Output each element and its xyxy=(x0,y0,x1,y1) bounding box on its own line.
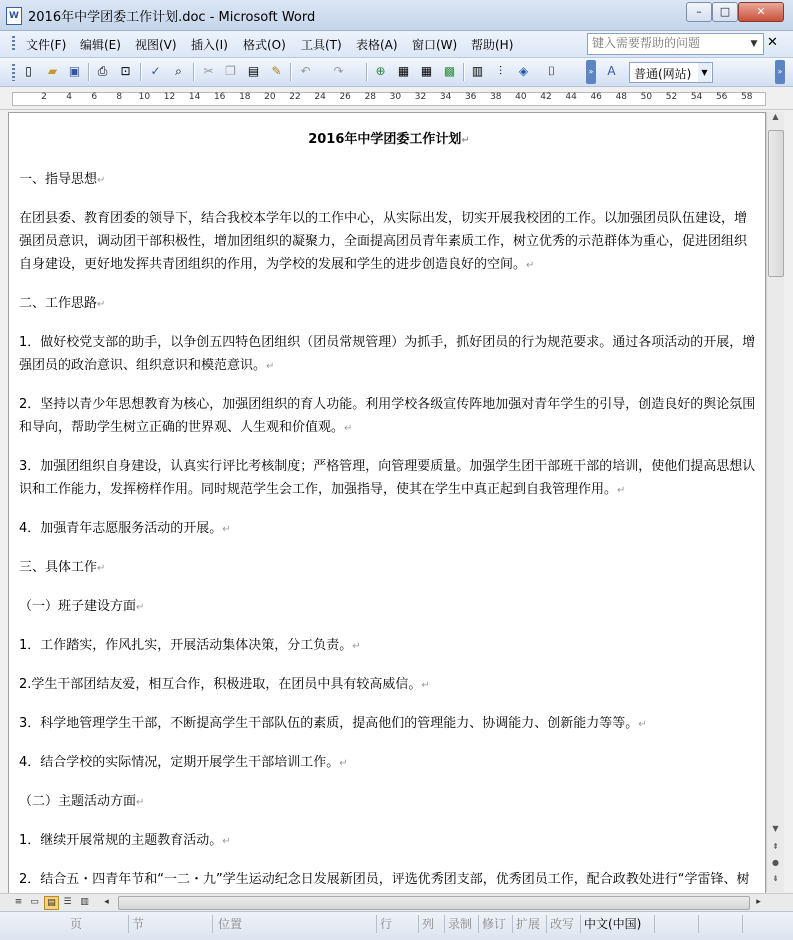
document-paragraph xyxy=(19,634,759,658)
chevron-down-icon[interactable]: ▼ xyxy=(750,39,758,49)
paragraph-text: 1．工作踏实，作风扎实，开展活动集体决策，分工负责。 xyxy=(19,638,353,653)
paragraph-mark: ↵ xyxy=(97,175,106,186)
vertical-scrollbar[interactable] xyxy=(766,112,784,892)
print-preview-icon[interactable]: ⊡ xyxy=(120,64,131,78)
close-window-button[interactable]: ✕ xyxy=(738,2,784,22)
paragraph-mark: ↵ xyxy=(136,797,145,808)
help-search-box xyxy=(587,33,764,55)
save-icon[interactable]: ▣ xyxy=(68,64,81,78)
toolbar-separator xyxy=(290,63,291,81)
paragraph-text: （二）主题活动方面 xyxy=(19,794,137,809)
web-layout-view-icon[interactable]: ▭ xyxy=(30,897,39,907)
drawing-icon[interactable]: ⫶ xyxy=(498,64,502,78)
ruler-tick: 36 xyxy=(464,92,477,102)
document-paragraph xyxy=(19,790,759,814)
spelling-icon[interactable]: ✓ xyxy=(150,64,161,78)
horizontal-scroll-thumb[interactable] xyxy=(118,896,750,910)
status-section: 节 xyxy=(128,915,213,933)
window-title: 2016年中学团委工作计划.doc - Microsoft Word xyxy=(28,10,316,25)
horizontal-ruler[interactable] xyxy=(0,87,793,110)
menu-view[interactable]: 视图(V) xyxy=(135,38,177,52)
document-title: 2016年中学团委工作计划↵ xyxy=(308,132,470,147)
next-page-icon[interactable]: ⇟ xyxy=(772,874,779,883)
format-painter-icon[interactable]: ✎ xyxy=(271,64,282,78)
paragraph-mark: ↵ xyxy=(421,680,430,691)
document-paragraph xyxy=(19,829,759,853)
tables-borders-icon[interactable]: ▦ xyxy=(397,64,410,78)
ruler-tick: 6 xyxy=(91,92,98,102)
show-hide-marks-icon[interactable]: ⌷ xyxy=(547,64,556,78)
paragraph-mark: ↵ xyxy=(339,758,348,769)
paragraph-text: 3．加强团组织自身建设，认真实行评比考核制度；严格管理，向管理要质量。加强学生团干部班干部的培训，使他们提高思想认识和工作能力，发挥榜样作用。同时规范学生会工作，加强指导，使其在学生中真正起到自我管理作用。 xyxy=(19,459,756,497)
paragraph-mark: ↵ xyxy=(638,719,647,730)
paragraph-mark: ↵ xyxy=(526,260,535,271)
copy-icon[interactable]: ❐ xyxy=(225,64,236,78)
new-document-icon[interactable]: ▯ xyxy=(25,64,32,78)
style-select-value: 普通(网站) xyxy=(634,67,692,81)
ruler-tick: 58 xyxy=(741,92,753,102)
paste-icon[interactable]: ▤ xyxy=(247,64,260,78)
document-paragraph xyxy=(19,868,759,894)
paragraph-mark: ↵ xyxy=(136,602,145,613)
redo-icon[interactable]: ↷ xyxy=(333,64,344,78)
ruler-tick: 42 xyxy=(540,92,552,102)
document-paragraph xyxy=(19,595,759,619)
status-spelling[interactable] xyxy=(654,915,699,933)
paragraph-text: 2．坚持以青少年思想教育为核心，加强团组织的育人功能。利用学校各级宣传阵地加强对青年学生的引导，创造良好的舆论氛围和导向，帮助学生树立正确的世界观、人生观和价值观。 xyxy=(19,397,756,435)
research-icon[interactable]: ⌕ xyxy=(175,64,182,78)
previous-page-icon[interactable]: ⇞ xyxy=(772,842,779,851)
toolbar-separator xyxy=(88,63,89,81)
horizontal-scrollbar[interactable] xyxy=(0,893,793,911)
status-position: 位置 xyxy=(214,915,377,933)
paragraph-mark: ↵ xyxy=(222,524,231,535)
paragraph-text: 一、指导思想 xyxy=(19,172,98,187)
ruler-tick: 12 xyxy=(163,92,176,102)
ruler-tick: 30 xyxy=(389,92,402,102)
minimize-button[interactable]: – xyxy=(686,2,712,22)
ruler-tick: 24 xyxy=(314,92,326,102)
document-paragraph xyxy=(19,455,759,502)
ruler-tick: 14 xyxy=(188,92,201,102)
scroll-thumb[interactable] xyxy=(768,130,784,277)
ruler-tick: 10 xyxy=(138,92,151,102)
styles-formatting-icon[interactable]: A xyxy=(607,64,616,78)
paragraph-mark: ↵ xyxy=(97,563,106,574)
hyperlink-icon[interactable]: ⊕ xyxy=(375,64,386,78)
paragraph-mark: ↵ xyxy=(617,485,626,496)
ruler-tick: 2 xyxy=(41,92,47,102)
scroll-right-icon[interactable]: ▸ xyxy=(756,897,761,907)
status-page: 页 xyxy=(66,915,129,933)
style-select[interactable] xyxy=(629,62,713,83)
scroll-left-icon[interactable]: ◂ xyxy=(104,897,109,907)
document-paragraph xyxy=(19,207,759,277)
select-browse-object-icon[interactable]: ● xyxy=(772,858,779,867)
ruler-tick: 34 xyxy=(439,92,452,102)
outline-view-icon[interactable]: ☰ xyxy=(63,897,72,907)
menubar-grip[interactable] xyxy=(12,36,15,52)
ruler-tick: 50 xyxy=(640,92,653,102)
ruler-tick: 4 xyxy=(66,92,72,102)
paragraph-text: 3．科学地管理学生干部，不断提高学生干部队伍的素质，提高他们的管理能力、协调能力、创新能力等等。 xyxy=(19,716,639,731)
undo-icon[interactable]: ↶ xyxy=(300,64,311,78)
document-paragraph xyxy=(19,712,759,736)
toolbar-grip[interactable] xyxy=(12,64,15,81)
insert-table-icon[interactable]: ▦ xyxy=(420,64,433,78)
paragraph-text: 1．继续开展常规的主题教育活动。 xyxy=(19,833,223,848)
menu-insert[interactable]: 插入(I) xyxy=(191,38,228,52)
status-line: 行 xyxy=(376,915,419,933)
document-map-icon[interactable]: ◈ xyxy=(518,64,529,78)
ruler-tick: 16 xyxy=(213,92,226,102)
close-document-button[interactable]: ✕ xyxy=(767,35,778,50)
ruler-tick: 46 xyxy=(590,92,602,102)
title-bar xyxy=(0,0,793,31)
maximize-button[interactable]: □ xyxy=(712,2,738,22)
columns-icon[interactable]: ▥ xyxy=(471,64,484,78)
document-paragraph xyxy=(19,331,759,378)
toolbar-options-chevron-icon[interactable]: » xyxy=(586,60,596,84)
ruler-tick: 40 xyxy=(515,92,527,102)
paragraph-text: 1．做好校党支部的助手，以争创五四特色团组织（团员常规管理）为抓手，抓好团员的行为规范要求。通过各项活动的开展，增强团员的政治意识、组织意识和模范意识。 xyxy=(19,335,756,373)
status-overtype[interactable]: 改写 xyxy=(546,915,581,933)
ruler-tick: 28 xyxy=(364,92,377,102)
document-paragraph xyxy=(19,517,759,541)
insert-excel-icon[interactable]: ▩ xyxy=(443,64,456,78)
document-paragraph xyxy=(19,393,759,440)
paragraph-mark: ↵ xyxy=(222,836,231,847)
toolbar-separator xyxy=(463,63,464,81)
paragraph-mark: ↵ xyxy=(97,299,106,310)
menu-window[interactable]: 窗口(W) xyxy=(412,38,458,52)
ruler-tick: 44 xyxy=(565,92,577,102)
paragraph-mark: ↵ xyxy=(344,423,353,434)
open-folder-icon[interactable]: ▰ xyxy=(47,64,58,78)
paragraph-text: 三、具体工作 xyxy=(19,560,98,575)
paragraph-mark: ↵ xyxy=(352,641,361,652)
word-app-icon[interactable]: W xyxy=(6,7,22,25)
ruler-tick: 54 xyxy=(690,92,703,102)
toolbar-options-chevron-icon[interactable]: » xyxy=(775,60,785,84)
menu-help[interactable]: 帮助(H) xyxy=(471,38,514,52)
chevron-down-icon[interactable]: ▼ xyxy=(698,63,711,82)
document-paragraph xyxy=(19,751,759,775)
toolbar-separator xyxy=(140,63,141,81)
ruler-tick: 8 xyxy=(116,92,123,102)
print-icon[interactable]: ⎙ xyxy=(97,64,108,78)
paragraph-text: 二、工作思路 xyxy=(19,296,98,311)
document-paragraph xyxy=(19,673,759,697)
ruler-tick: 56 xyxy=(715,92,728,102)
scroll-up-icon[interactable]: ▲ xyxy=(772,112,779,121)
paragraph-text: 4．结合学校的实际情况，定期开展学生干部培训工作。 xyxy=(19,755,340,770)
status-extend[interactable]: 扩展 xyxy=(512,915,547,933)
ruler-tick: 18 xyxy=(239,92,251,102)
menu-tools[interactable]: 工具(T) xyxy=(301,38,342,52)
status-column: 列 xyxy=(418,915,445,933)
status-language[interactable]: 中文(中国) xyxy=(580,915,655,933)
normal-view-icon[interactable]: ≡ xyxy=(14,897,23,907)
help-search-input[interactable] xyxy=(588,34,746,52)
cut-icon[interactable]: ✂ xyxy=(203,64,214,78)
ruler-tick: 20 xyxy=(264,92,276,102)
toolbar-separator xyxy=(193,63,194,81)
menu-edit[interactable]: 编辑(E) xyxy=(80,38,121,52)
ruler-tick: 22 xyxy=(289,92,301,102)
ruler-tick: 32 xyxy=(414,92,427,102)
menu-format[interactable]: 格式(O) xyxy=(243,38,286,52)
reading-layout-view-icon[interactable]: ▥ xyxy=(80,897,89,907)
paragraph-text: 在团县委、教育团委的领导下，结合我校本学年以的工作中心，从实际出发，切实开展我校团的工作。以加强团员队伍建设，增强团员意识，调动团干部积极性，增加团组织的凝聚力，全面提高团员青年素质工作，树立优秀的示范群体为重心，促进团组织自身建设，更好地发挥共青团组织的作用，为学校的发展和学生的进步创造良好的空间。 xyxy=(19,211,748,272)
print-layout-view-icon[interactable]: ▤ xyxy=(44,896,59,910)
paragraph-text: 4．加强青年志愿服务活动的开展。 xyxy=(19,521,223,536)
status-bar xyxy=(0,911,793,940)
ruler-tick: 38 xyxy=(490,92,502,102)
toolbar-separator xyxy=(366,63,367,81)
status-record[interactable]: 录制 xyxy=(444,915,479,933)
paragraph-mark: ↵ xyxy=(266,361,275,372)
ruler-tick: 52 xyxy=(665,92,678,102)
menu-table[interactable]: 表格(A) xyxy=(356,38,398,52)
ruler-tick: 48 xyxy=(615,92,628,102)
paragraph-text: （一）班子建设方面 xyxy=(19,599,137,614)
document-paragraph xyxy=(19,168,759,192)
paragraph-text: 2.学生干部团结友爱，相互合作，积极进取，在团员中具有较高威信。 xyxy=(19,677,422,692)
paragraph-text: 2．结合五・四青年节和“一二・九”学生运动纪念日发展新团员，评选优秀团支部，优秀团员工作，配合政教处进行“学雷锋、树 xyxy=(19,872,750,887)
scroll-down-icon[interactable]: ▼ xyxy=(772,824,779,833)
status-macro[interactable] xyxy=(698,915,743,933)
ruler-tick: 26 xyxy=(339,92,351,102)
document-paragraph xyxy=(19,556,759,580)
status-track-changes[interactable]: 修订 xyxy=(478,915,513,933)
document-paragraph xyxy=(19,292,759,316)
document-page[interactable] xyxy=(8,112,766,894)
menu-file[interactable]: 文件(F) xyxy=(26,38,67,52)
